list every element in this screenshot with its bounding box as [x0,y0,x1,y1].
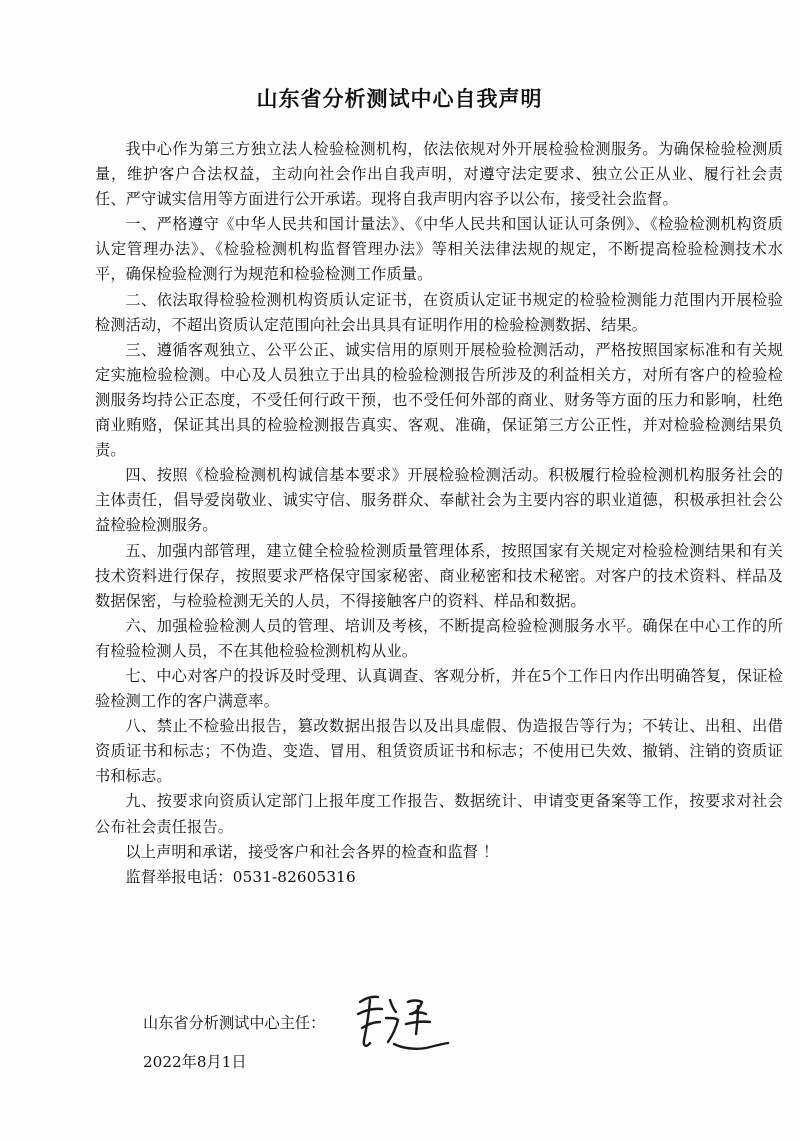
clause-5-paragraph: 五、加强内部管理，建立健全检验检测质量管理体系，按照国家有关规定对检验检测结果和有关技术资料进行保存，按照要求严格保守国家秘密、商业秘密和技术秘密。对客户的技术资料、样品及数据保密，与检验检测无关的人员，不得接触客户的资料、样品和数据。 [95,541,783,610]
clause-2-paragraph: 二、依法取得检验检测机构资质认定证书，在资质认定证书规定的检验检测能力范围内开展检验检测活动，不超出资质认定范围向社会出具具有证明作用的检验检测数据、结果。 [95,290,783,334]
clause-8-paragraph: 八、禁止不检验出报告，篡改数据出报告以及出具虚假、伪造报告等行为；不转让、出租、出借资质证书和标志；不伪造、变造、冒用、租赁资质证书和标志；不使用已失效、撤销、注销的资质证书和标志。 [95,717,783,786]
clause-9-paragraph: 九、按要求向资质认定部门上报年度工作报告、数据统计、申请变更备案等工作，按要求对社会公布社会责任报告。 [95,792,783,836]
clause-1-paragraph: 一、严格遵守《中华人民共和国计量法》、《中华人民共和国认证认可条例》、《检验检测机构资质认定管理办法》、《检验检测机构监督管理办法》等相关法律法规的规定，不断提高检验检测技术水平，确保检验检测行为规范和检验检测工作质量。 [95,215,783,284]
intro-paragraph: 我中心作为第三方独立法人检验检测机构，依法依规对外开展检验检测服务。为确保检验检测质量，维护客户合法权益，主动向社会作出自我声明，对遵守法定要求、独立公正从业、履行社会责任、严守诚实信用等方面进行公开承诺。现将自我声明内容予以公布，接受社会监督。 [95,140,783,209]
clause-4-paragraph: 四、按照《检验检测机构诚信基本要求》开展检验检测活动。积极履行检验检测机构服务社会的主体责任，倡导爱岗敬业、诚实守信、服务群众、奉献社会为主要内容的职业道德，积极承担社会公益检验检测服务。 [95,466,783,535]
document-body [95,137,783,890]
hotline-paragraph: 监督举报电话：0531-82605316 [125,867,356,886]
closing-paragraph: 以上声明和承诺，接受客户和社会各界的检查和监督 ！ [125,842,499,861]
handwritten-signature [352,988,452,1058]
clause-6-paragraph: 六、加强检验检测人员的管理、培训及考核，不断提高检验检测服务水平。确保在中心工作的所有检验检测人员，不在其他检验检测机构从业。 [95,616,783,660]
signer-label: 山东省分析测试中心主任： [143,1014,326,1032]
document-date: 2022年8月1日 [143,1053,247,1071]
clause-3-paragraph: 三、遵循客观独立、公平公正、诚实信用的原则开展检验检测活动，严格按照国家标准和有关规定实施检验检测。中心及人员独立于出具的检验检测报告所涉及的利益相关方，对所有客户的检验检测服务均持公正态度，不受任何行政干预，也不受任何外部的商业、财务等方面的压力和影响，杜绝商业贿赂，保证其出具的检验检测报告真实、客观、准确，保证第三方公正性，并对检验检测结果负责。 [95,340,783,460]
document-title: 山东省分析测试中心自我声明 [256,87,543,111]
clause-7-paragraph: 七、中心对客户的投诉及时受理、认真调查、客观分析，并在5个工作日内作出明确答复，保证检验检测工作的客户满意率。 [95,666,783,711]
